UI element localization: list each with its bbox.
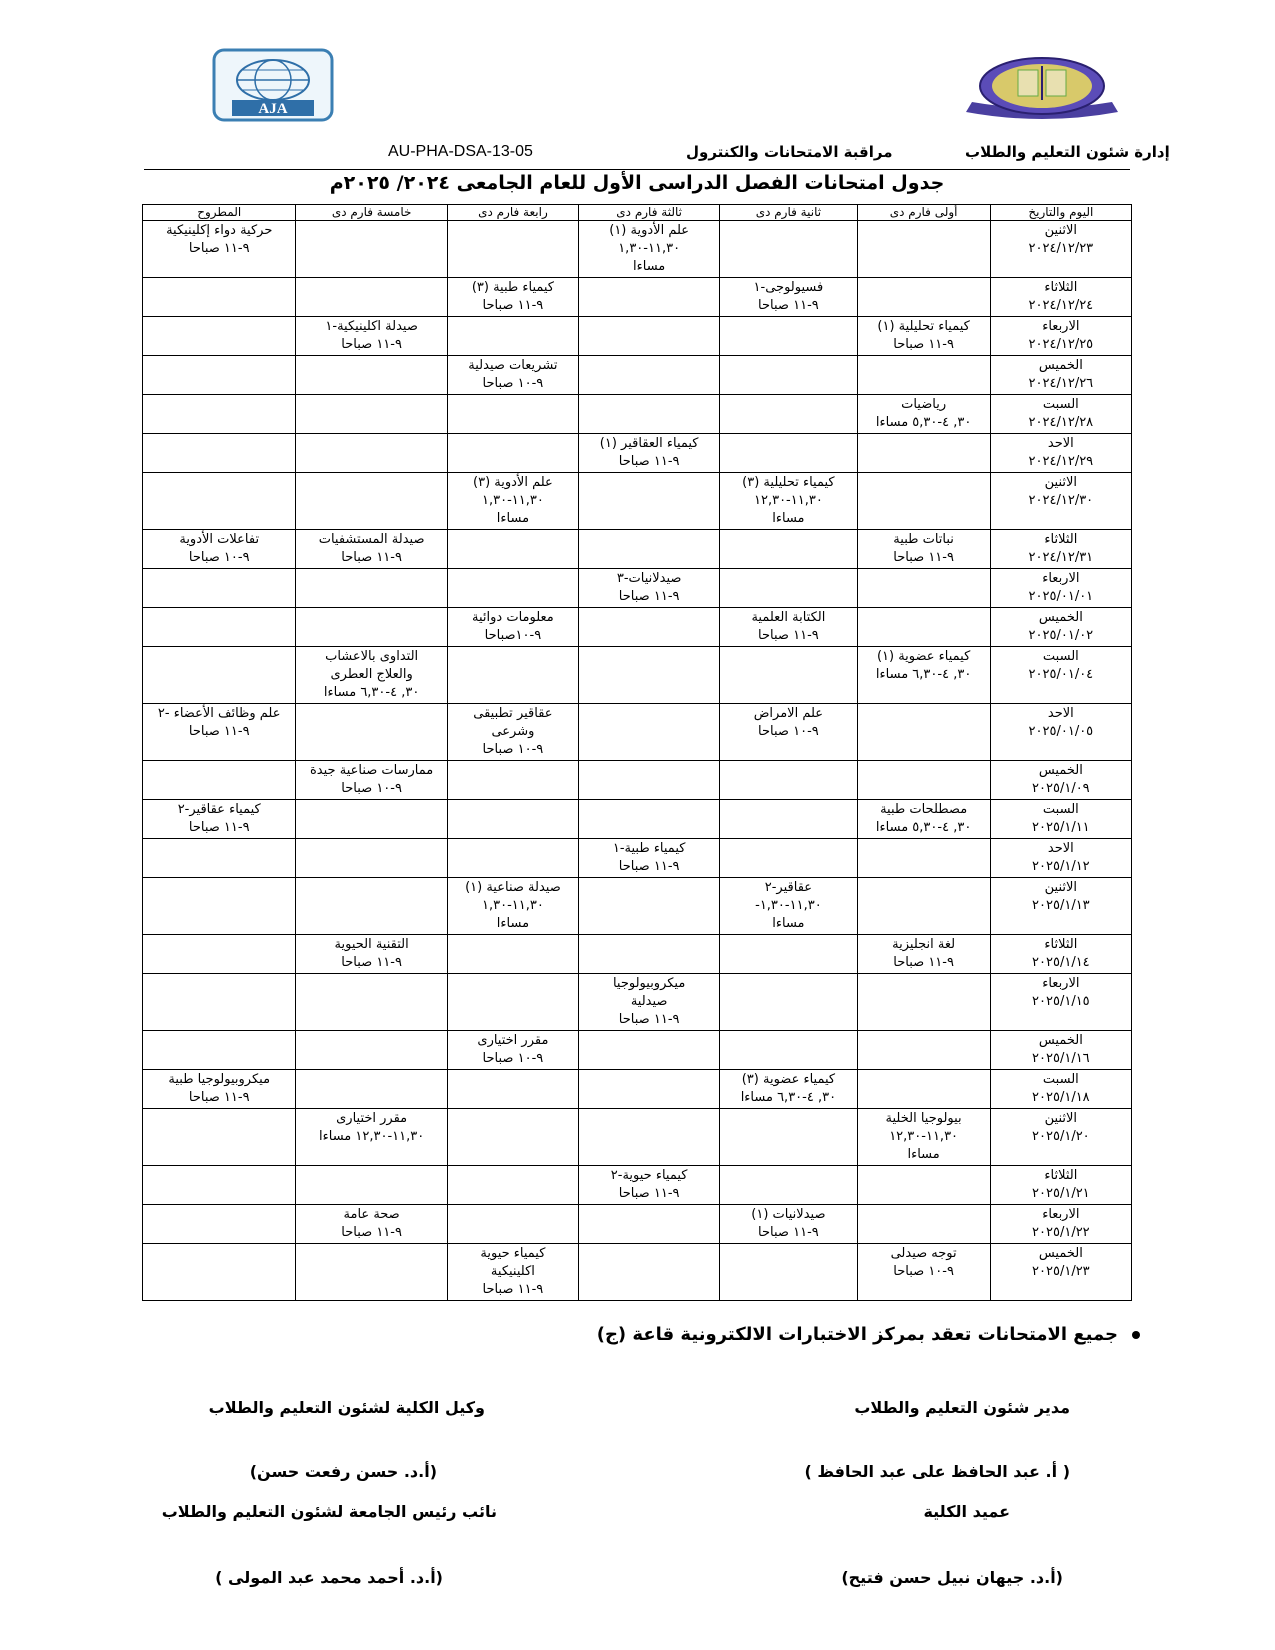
exam-cell: صيدلة المستشفيات ٩-١١ صباحا: [296, 530, 447, 569]
exam-cell: صيدلانيات-٣ ٩-١١ صباحا: [579, 569, 720, 608]
date-cell: السبت ٢٠٢٥/١/١٨: [990, 1070, 1131, 1109]
document-code: AU-PHA-DSA-13-05: [388, 143, 533, 160]
exam-cell: كيمياء العقاقير (١) ٩-١١ صباحا: [579, 434, 720, 473]
exam-cell: [447, 839, 578, 878]
exam-cell: [447, 1205, 578, 1244]
exam-cell: [579, 1109, 720, 1166]
exam-cell: [857, 878, 990, 935]
exam-cell: التداوى بالاعشاب والعلاج العطرى ٣٠, ٤-٦,٣٠ مساءا: [296, 647, 447, 704]
exam-cell: التقنية الحيوية ٩-١١ صباحا: [296, 935, 447, 974]
exam-cell: [296, 1031, 447, 1070]
date-cell: السبت ٢٠٢٥/١/١١: [990, 800, 1131, 839]
exam-cell: بيولوجيا الخلية ١١,٣٠-١٢,٣٠ مساءا: [857, 1109, 990, 1166]
date-cell: السبت ٢٠٢٤/١٢/٢٨: [990, 395, 1131, 434]
exam-cell: [857, 839, 990, 878]
aja-logo: [212, 48, 334, 122]
exam-cell: معلومات دوائية ٩-١٠صباحا: [447, 608, 578, 647]
exam-cell: ميكروبيولوجيا صيدلية ٩-١١ صباحا: [579, 974, 720, 1031]
exam-cell: كيمياء تحليلية (٣) ١١,٣٠-١٢,٣٠ مساءا: [720, 473, 857, 530]
exam-cell: [579, 878, 720, 935]
table-row: [143, 395, 1132, 434]
exam-cell: [579, 278, 720, 317]
date-cell: الثلاثاء ٢٠٢٥/١/١٤: [990, 935, 1131, 974]
exam-cell: [447, 935, 578, 974]
exam-cell: عقاقير-٢ ١١,٣٠-١,٣٠- مساءا: [720, 878, 857, 935]
exam-cell: [720, 221, 857, 278]
exam-cell: [296, 704, 447, 761]
exam-cell: [720, 530, 857, 569]
exam-cell: [296, 974, 447, 1031]
date-cell: الاحد ٢٠٢٥/١/١٢: [990, 839, 1131, 878]
exam-cell: [143, 1109, 296, 1166]
exam-cell: [857, 278, 990, 317]
exam-cell: [296, 356, 447, 395]
exam-cell: [720, 395, 857, 434]
exam-cell: [720, 434, 857, 473]
exam-cell: [447, 317, 578, 356]
table-row: [143, 434, 1132, 473]
exam-cell: [579, 935, 720, 974]
exam-cell: [296, 569, 447, 608]
date-cell: الاربعاء ٢٠٢٤/١٢/٢٥: [990, 317, 1131, 356]
exam-cell: [579, 356, 720, 395]
exam-cell: مصطلحات طبية ٣٠, ٤-٥,٣٠ مساءا: [857, 800, 990, 839]
exam-cell: [720, 761, 857, 800]
exam-cell: علم وظائف الأعضاء -٢ ٩-١١ صباحا: [143, 704, 296, 761]
exam-cell: [857, 356, 990, 395]
exam-cell: كيمياء حيوية-٢ ٩-١١ صباحا: [579, 1166, 720, 1205]
date-cell: الثلاثاء ٢٠٢٤/١٢/٢٤: [990, 278, 1131, 317]
page-title: جدول امتحانات الفصل الدراسى الأول للعام الجامعى ٢٠٢٤/ ٢٠٢٥م: [329, 172, 945, 194]
exam-cell: [579, 704, 720, 761]
table-row: [143, 1205, 1132, 1244]
exam-cell: [143, 608, 296, 647]
exam-cell: [857, 974, 990, 1031]
dean-title: عميد الكلية: [923, 1502, 1010, 1521]
exam-cell: [720, 647, 857, 704]
exam-cell: [143, 839, 296, 878]
exam-cell: ميكروبيولوجيا طبية ٩-١١ صباحا: [143, 1070, 296, 1109]
table-row: [143, 317, 1132, 356]
date-cell: الاحد ٢٠٢٥/٠١/٠٥: [990, 704, 1131, 761]
exams-control-title: مراقبة الامتحانات والكنترول: [686, 143, 893, 161]
exam-cell: الكتابة العلمية ٩-١١ صباحا: [720, 608, 857, 647]
exam-cell: [720, 356, 857, 395]
vice-dean-name: (أ.د. حسن رفعت حسن): [249, 1462, 437, 1481]
exam-cell: [143, 569, 296, 608]
date-cell: الثلاثاء ٢٠٢٤/١٢/٣١: [990, 530, 1131, 569]
exam-location-note: [596, 1324, 1140, 1345]
exam-cell: كيمياء طبية (٣) ٩-١١ صباحا: [447, 278, 578, 317]
exam-cell: [447, 800, 578, 839]
table-row: [143, 530, 1132, 569]
exam-cell: كيمياء عقاقير-٢ ٩-١١ صباحا: [143, 800, 296, 839]
exam-cell: [447, 647, 578, 704]
exam-cell: [143, 1244, 296, 1301]
exam-cell: توجه صيدلى ٩-١٠ صباحا: [857, 1244, 990, 1301]
exam-cell: [579, 317, 720, 356]
exam-cell: [579, 647, 720, 704]
director-title: مدير شئون التعليم والطلاب: [854, 1398, 1070, 1417]
exam-cell: [296, 1244, 447, 1301]
table-row: [143, 761, 1132, 800]
exam-cell: كيمياء حيوية اكلينيكية ٩-١١ صباحا: [447, 1244, 578, 1301]
exam-cell: [447, 1109, 578, 1166]
table-row: [143, 569, 1132, 608]
exam-cell: كيمياء تحليلية (١) ٩-١١ صباحا: [857, 317, 990, 356]
date-cell: الاربعاء ٢٠٢٥/١/١٥: [990, 974, 1131, 1031]
exam-cell: [579, 473, 720, 530]
exam-cell: [447, 1166, 578, 1205]
column-header: المطروح: [143, 205, 296, 221]
exam-cell: [857, 1070, 990, 1109]
exam-cell: [579, 530, 720, 569]
exam-cell: صيدلة اكلينيكية-١ ٩-١١ صباحا: [296, 317, 447, 356]
exam-cell: [296, 800, 447, 839]
date-cell: الاربعاء ٢٠٢٥/١/٢٢: [990, 1205, 1131, 1244]
exam-cell: [143, 395, 296, 434]
exam-schedule-table: [142, 204, 1132, 1301]
table-row: [143, 608, 1132, 647]
exam-cell: [143, 974, 296, 1031]
exam-cell: [720, 317, 857, 356]
exam-cell: [720, 935, 857, 974]
dean-name: (أ.د. جيهان نبيل حسن فتيح): [841, 1568, 1063, 1587]
exam-cell: [143, 473, 296, 530]
exam-cell: عقاقير تطبيقى وشرعى ٩-١٠ صباحا: [447, 704, 578, 761]
exam-cell: [857, 221, 990, 278]
exam-cell: [579, 761, 720, 800]
exam-cell: [579, 1244, 720, 1301]
exam-cell: [720, 1166, 857, 1205]
exam-cell: تشريعات صيدلية ٩-١٠ صباحا: [447, 356, 578, 395]
exam-cell: تفاعلات الأدوية ٩-١٠ صباحا: [143, 530, 296, 569]
exam-cell: ممارسات صناعية جيدة ٩-١٠ صباحا: [296, 761, 447, 800]
exam-cell: رياضيات ٣٠, ٤-٥,٣٠ مساءا: [857, 395, 990, 434]
exam-cell: [447, 434, 578, 473]
exam-cell: [143, 878, 296, 935]
exam-cell: [857, 1031, 990, 1070]
exam-cell: [296, 221, 447, 278]
date-cell: الاثنين ٢٠٢٤/١٢/٣٠: [990, 473, 1131, 530]
exam-cell: [857, 434, 990, 473]
exam-cell: صيدلة صناعية (١) ١١,٣٠-١,٣٠ مساءا: [447, 878, 578, 935]
date-cell: الخميس ٢٠٢٥/١/٠٩: [990, 761, 1131, 800]
exam-cell: [579, 800, 720, 839]
exam-cell: [143, 935, 296, 974]
exam-cell: [720, 1031, 857, 1070]
table-row: [143, 278, 1132, 317]
exam-cell: علم الأدوية (١) ١١,٣٠-١,٣٠ مساءا: [579, 221, 720, 278]
exam-cell: علم الامراض ٩-١٠ صباحا: [720, 704, 857, 761]
table-row: [143, 800, 1132, 839]
education-affairs-title: إدارة شئون التعليم والطلاب: [965, 143, 1170, 161]
exam-cell: [143, 434, 296, 473]
exam-cell: [579, 608, 720, 647]
exam-cell: [720, 800, 857, 839]
exam-cell: [857, 473, 990, 530]
exam-cell: [447, 530, 578, 569]
exam-cell: [579, 1031, 720, 1070]
table-row: [143, 1244, 1132, 1301]
table-row: [143, 974, 1132, 1031]
column-header: رابعة فارم دى: [447, 205, 578, 221]
table-row: [143, 839, 1132, 878]
bullet-icon: [1132, 1331, 1140, 1339]
exam-cell: [143, 1166, 296, 1205]
exam-cell: [857, 569, 990, 608]
note-text: جميع الامتحانات تعقد بمركز الاختبارات الالكترونية قاعة (ج): [596, 1324, 1118, 1345]
exam-cell: مقرر اختيارى ٩-١٠ صباحا: [447, 1031, 578, 1070]
vice-president-title: نائب رئيس الجامعة لشئون التعليم والطلاب: [161, 1502, 497, 1521]
exam-cell: [143, 1031, 296, 1070]
exam-cell: [720, 839, 857, 878]
exam-cell: نباتات طبية ٩-١١ صباحا: [857, 530, 990, 569]
table-header-row: [143, 205, 1132, 221]
exam-cell: [143, 356, 296, 395]
exam-cell: [720, 1244, 857, 1301]
date-cell: الخميس ٢٠٢٥/٠١/٠٢: [990, 608, 1131, 647]
table-row: [143, 356, 1132, 395]
exam-cell: [296, 839, 447, 878]
exam-cell: كيمياء عضوية (١) ٣٠, ٤-٦,٣٠ مساءا: [857, 647, 990, 704]
table-body: [143, 221, 1132, 1301]
table-row: [143, 1109, 1132, 1166]
exam-cell: [143, 761, 296, 800]
exam-cell: صحة عامة ٩-١١ صباحا: [296, 1205, 447, 1244]
exam-cell: [447, 974, 578, 1031]
column-header: خامسة فارم دى: [296, 205, 447, 221]
exam-cell: [296, 434, 447, 473]
exam-cell: [857, 1205, 990, 1244]
exam-cell: [857, 761, 990, 800]
exam-cell: [296, 473, 447, 530]
exam-cell: [579, 1205, 720, 1244]
exam-cell: علم الأدوية (٣) ١١,٣٠-١,٣٠ مساءا: [447, 473, 578, 530]
header-rule: [144, 169, 1130, 170]
exam-cell: [447, 761, 578, 800]
faculty-emblem: [962, 56, 1122, 124]
column-header: أولى فارم دى: [857, 205, 990, 221]
table-row: [143, 1070, 1132, 1109]
exam-cell: [296, 1166, 447, 1205]
exam-cell: [447, 1070, 578, 1109]
exam-cell: كيمياء طبية-١ ٩-١١ صباحا: [579, 839, 720, 878]
date-cell: الاربعاء ٢٠٢٥/٠١/٠١: [990, 569, 1131, 608]
exam-cell: [857, 608, 990, 647]
column-header: اليوم والتاريخ: [990, 205, 1131, 221]
exam-cell: [143, 278, 296, 317]
vice-president-name: (أ.د. أحمد محمد عبد المولى ): [215, 1568, 443, 1587]
exam-cell: [143, 647, 296, 704]
exam-cell: [296, 878, 447, 935]
table-row: [143, 1031, 1132, 1070]
exam-cell: كيمياء عضوية (٣) ٣٠, ٤-٦,٣٠ مساءا: [720, 1070, 857, 1109]
date-cell: الخميس ٢٠٢٥/١/٢٣: [990, 1244, 1131, 1301]
table-row: [143, 647, 1132, 704]
exam-cell: مقرر اختيارى ١١,٣٠-١٢,٣٠ مساءا: [296, 1109, 447, 1166]
column-header: ثالثة فارم دى: [579, 205, 720, 221]
date-cell: السبت ٢٠٢٥/٠١/٠٤: [990, 647, 1131, 704]
date-cell: الثلاثاء ٢٠٢٥/١/٢١: [990, 1166, 1131, 1205]
aja-logo-text: AJA: [258, 101, 288, 117]
date-cell: الخميس ٢٠٢٥/١/١٦: [990, 1031, 1131, 1070]
date-cell: الاحد ٢٠٢٤/١٢/٢٩: [990, 434, 1131, 473]
exam-cell: لغة انجليزية ٩-١١ صباحا: [857, 935, 990, 974]
exam-cell: [296, 278, 447, 317]
exam-cell: [447, 221, 578, 278]
exam-cell: [296, 1070, 447, 1109]
exam-cell: [447, 569, 578, 608]
exam-cell: [720, 974, 857, 1031]
exam-cell: حركية دواء إكلينيكية ٩-١١ صباحا: [143, 221, 296, 278]
exam-cell: [296, 395, 447, 434]
date-cell: الاثنين ٢٠٢٥/١/١٣: [990, 878, 1131, 935]
director-name: ( أ. عبد الحافظ على عبد الحافظ ): [804, 1462, 1070, 1481]
exam-cell: فسيولوجى-١ ٩-١١ صباحا: [720, 278, 857, 317]
table-row: [143, 878, 1132, 935]
exam-cell: [857, 704, 990, 761]
table-row: [143, 221, 1132, 278]
exam-cell: [579, 1070, 720, 1109]
exam-cell: [143, 1205, 296, 1244]
exam-cell: [579, 395, 720, 434]
table-row: [143, 935, 1132, 974]
date-cell: الاثنين ٢٠٢٤/١٢/٢٣: [990, 221, 1131, 278]
date-cell: الاثنين ٢٠٢٥/١/٢٠: [990, 1109, 1131, 1166]
exam-cell: [720, 569, 857, 608]
exam-cell: صيدلانيات (١) ٩-١١ صباحا: [720, 1205, 857, 1244]
column-header: ثانية فارم دى: [720, 205, 857, 221]
table-row: [143, 704, 1132, 761]
date-cell: الخميس ٢٠٢٤/١٢/٢٦: [990, 356, 1131, 395]
exam-cell: [857, 1166, 990, 1205]
table-row: [143, 473, 1132, 530]
exam-cell: [143, 317, 296, 356]
vice-dean-title: وكيل الكلية لشئون التعليم والطلاب: [208, 1398, 485, 1417]
exam-cell: [447, 395, 578, 434]
exam-cell: [720, 1109, 857, 1166]
table-row: [143, 1166, 1132, 1205]
exam-cell: [296, 608, 447, 647]
